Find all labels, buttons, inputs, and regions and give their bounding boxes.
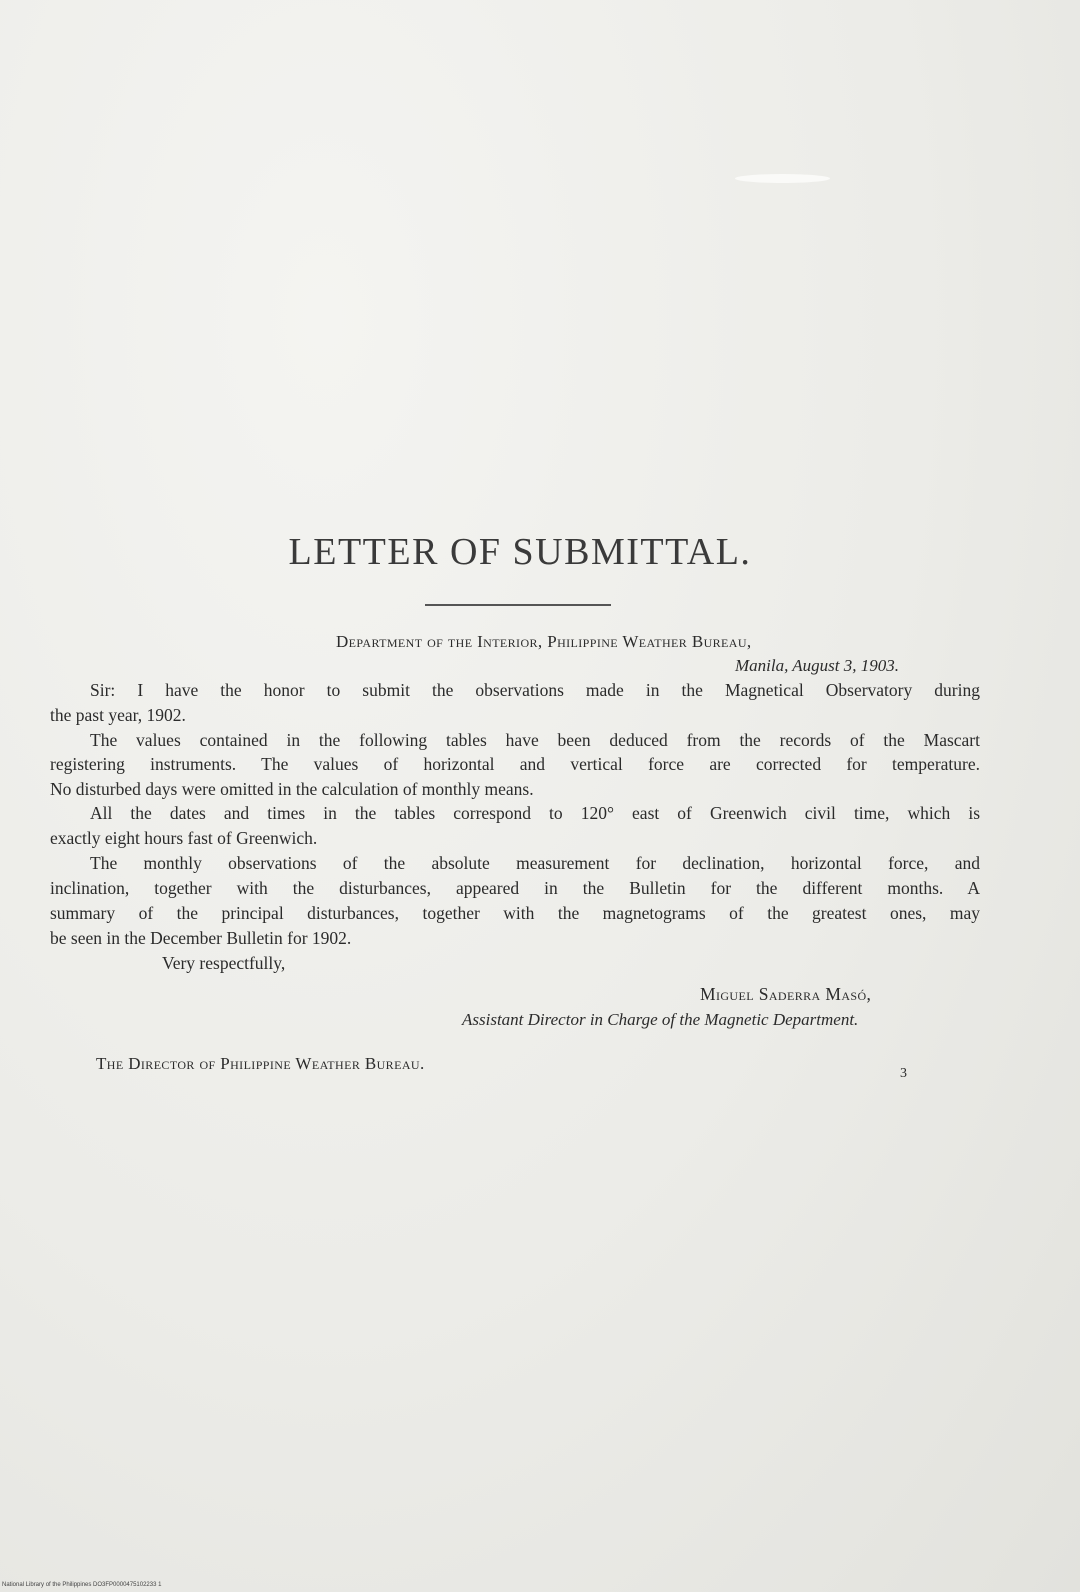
signature-name: Miguel Saderra Masó,: [700, 984, 872, 1004]
place-date: Manila, August 3, 1903.: [735, 656, 900, 675]
body-line-3: The values contained in the following tables have been deduced from the records of the Mascart: [90, 730, 980, 750]
body-line-2: the past year, 1902.: [50, 705, 186, 725]
body-line-7: exactly eight hours fast of Greenwich.: [50, 828, 318, 848]
closing: Very respectfully,: [162, 953, 286, 973]
paper-blemish: [735, 174, 830, 183]
body-line-8: The monthly observations of the absolute measurement for declination, horizontal force, and: [90, 853, 980, 873]
body-line-6: All the dates and times in the tables correspond to 120° east of Greenwich civil time, which is: [90, 803, 980, 823]
body-line-5: No disturbed days were omitted in the calculation of monthly means.: [50, 779, 534, 799]
signature-position: Assistant Director in Charge of the Magnetic Department.: [462, 1010, 859, 1029]
page-title: LETTER OF SUBMITTAL.: [288, 531, 752, 573]
body-line-11: be seen in the December Bulletin for 1902.: [50, 928, 352, 948]
body-line-1: Sir: I have the honor to submit the observations made in the Magnetical Observatory during: [90, 680, 980, 700]
addressee: The Director of Philippine Weather Bureau.: [96, 1054, 425, 1073]
page-number: 3: [900, 1066, 907, 1081]
body-line-9: inclination, together with the disturbances, appeared in the Bulletin for the different months. A: [50, 878, 980, 898]
library-footer: National Library of the Philippines DO3FP0000475102233 1: [2, 1582, 162, 1588]
body-line-10: summary of the principal disturbances, together with the magnetograms of the greatest ones, may: [50, 903, 980, 923]
body-line-4: registering instruments. The values of horizontal and vertical force are corrected for temperature.: [50, 754, 980, 774]
title-divider: [425, 604, 611, 606]
department-heading: Department of the Interior, Philippine Weather Bureau,: [336, 632, 752, 651]
